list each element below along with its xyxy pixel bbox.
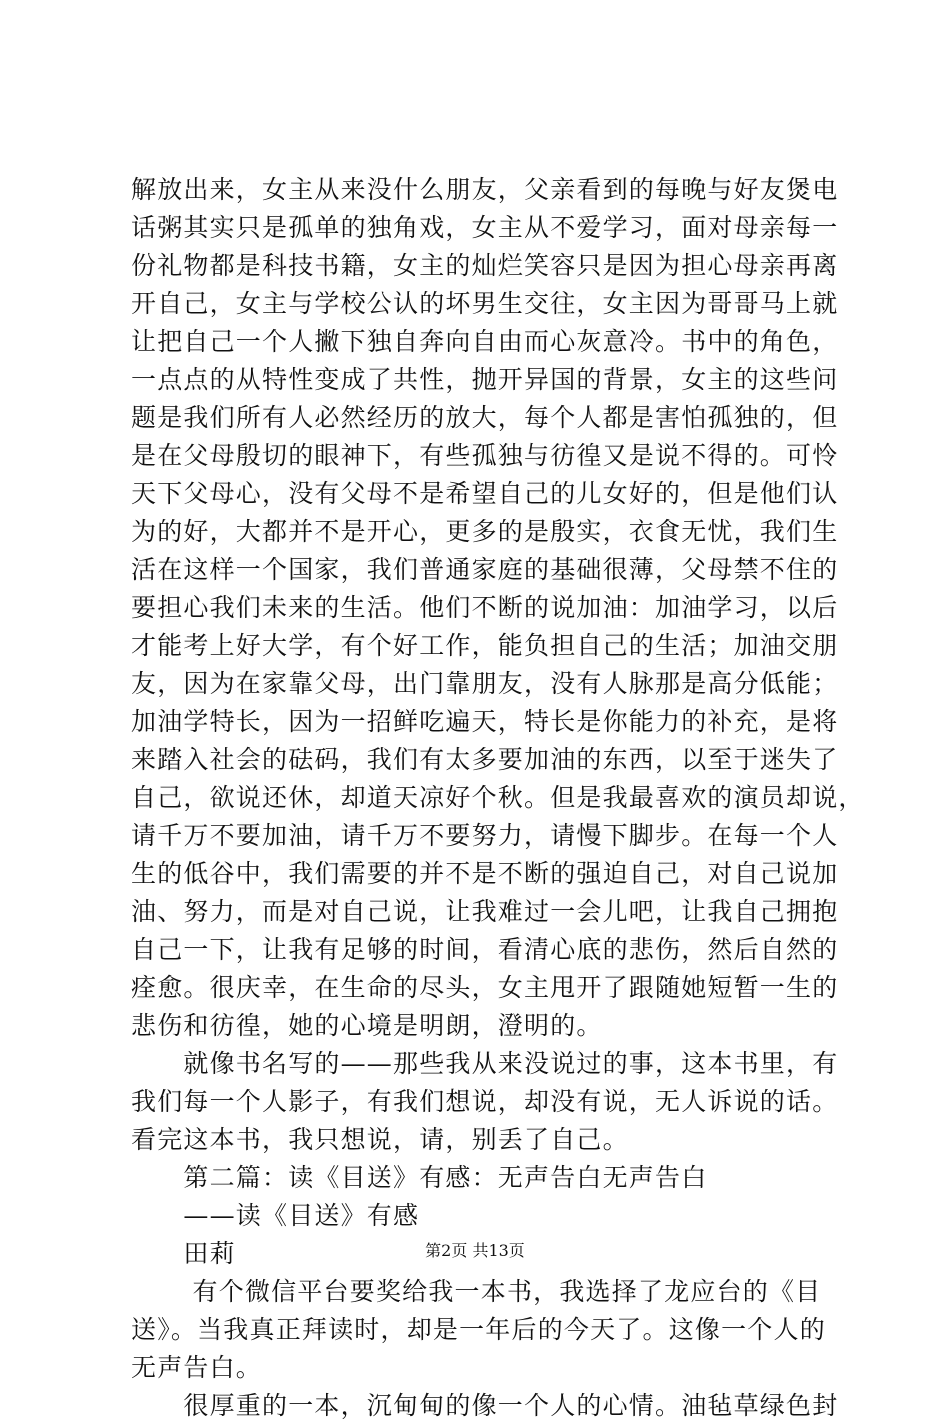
text-line: 我们每一个人影子，有我们想说，却没有说，无人诉说的话。	[131, 1087, 839, 1116]
text-line: 送》。当我真正拜读时，却是一年后的今天了。这像一个人的	[131, 1315, 826, 1344]
text-line: 活在这样一个国家，我们普通家庭的基础很薄，父母禁不住的	[131, 555, 839, 584]
text-line: 才能考上好大学，有个好工作，能负担自己的生活；加油交朋	[131, 631, 839, 660]
text-line: 开自己，女主与学校公认的坏男生交往，女主因为哥哥马上就	[131, 289, 839, 318]
text-line: 生的低谷中，我们需要的并不是不断的强迫自己，对自己说加	[131, 859, 839, 888]
author-name: 田莉	[131, 1239, 236, 1268]
page-footer	[0, 1241, 950, 1261]
section-subheading: ——读《目送》有感	[131, 1201, 420, 1230]
text-line: 自己，欲说还休，却道天凉好个秋。但是我最喜欢的演员却说，	[131, 783, 865, 812]
text-line: 一点点的从特性变成了共性，抛开异国的背景，女主的这些问	[131, 365, 839, 394]
text-line: 为的好，大都并不是开心，更多的是殷实，衣食无忧，我们生	[131, 517, 839, 546]
text-line: 解放出来，女主从来没什么朋友，父亲看到的每晚与好友煲电	[131, 175, 839, 204]
text-line: 自己一下，让我有足够的时间，看清心底的悲伤，然后自然的	[131, 935, 839, 964]
text-line: 就像书名写的——那些我从来没说过的事，这本书里，有	[131, 1049, 839, 1078]
text-line: 痊愈。很庆幸，在生命的尽头，女主甩开了跟随她短暂一生的	[131, 973, 839, 1002]
text-line: 加油学特长，因为一招鲜吃遍天，特长是你能力的补充，是将	[131, 707, 839, 736]
text-line: 话粥其实只是孤单的独角戏，女主从不爱学习，面对母亲每一	[131, 213, 839, 242]
page-number: 第2页 共13页	[425, 1241, 525, 1260]
section-heading: 第二篇：读《目送》有感：无声告白无声告白	[131, 1163, 708, 1192]
text-line: 是在父母殷切的眼神下，有些孤独与彷徨又是说不得的。可怜	[131, 441, 839, 470]
text-line: 题是我们所有人必然经历的放大，每个人都是害怕孤独的，但	[131, 403, 839, 432]
text-line: 看完这本书，我只想说，请，别丢了自己。	[131, 1125, 629, 1154]
text-line: 有个微信平台要奖给我一本书，我选择了龙应台的《目	[131, 1277, 822, 1306]
text-line: 来踏入社会的砝码，我们有太多要加油的东西，以至于迷失了	[131, 745, 839, 774]
text-line: 油、努力，而是对自己说，让我难过一会儿吧，让我自己拥抱	[131, 897, 839, 926]
text-line: 要担心我们未来的生活。他们不断的说加油：加油学习，以后	[131, 593, 839, 622]
text-line: 友，因为在家靠父母，出门靠朋友，没有人脉那是高分低能；	[131, 669, 839, 698]
text-line: 很厚重的一本，沉甸甸的像一个人的心情。油毡草绿色封	[131, 1391, 839, 1420]
text-line: 份礼物都是科技书籍，女主的灿烂笑容只是因为担心母亲再离	[131, 251, 839, 280]
text-line: 让把自己一个人撇下独自奔向自由而心灰意冷。书中的角色，	[131, 327, 839, 356]
text-line: 天下父母心，没有父母不是希望自己的儿女好的，但是他们认	[131, 479, 839, 508]
text-line: 请千万不要加油，请千万不要努力，请慢下脚步。在每一个人	[131, 821, 839, 850]
body-text	[131, 171, 865, 1425]
text-line: 无声告白。	[131, 1353, 263, 1382]
text-line: 悲伤和彷徨，她的心境是明朗，澄明的。	[131, 1011, 603, 1040]
